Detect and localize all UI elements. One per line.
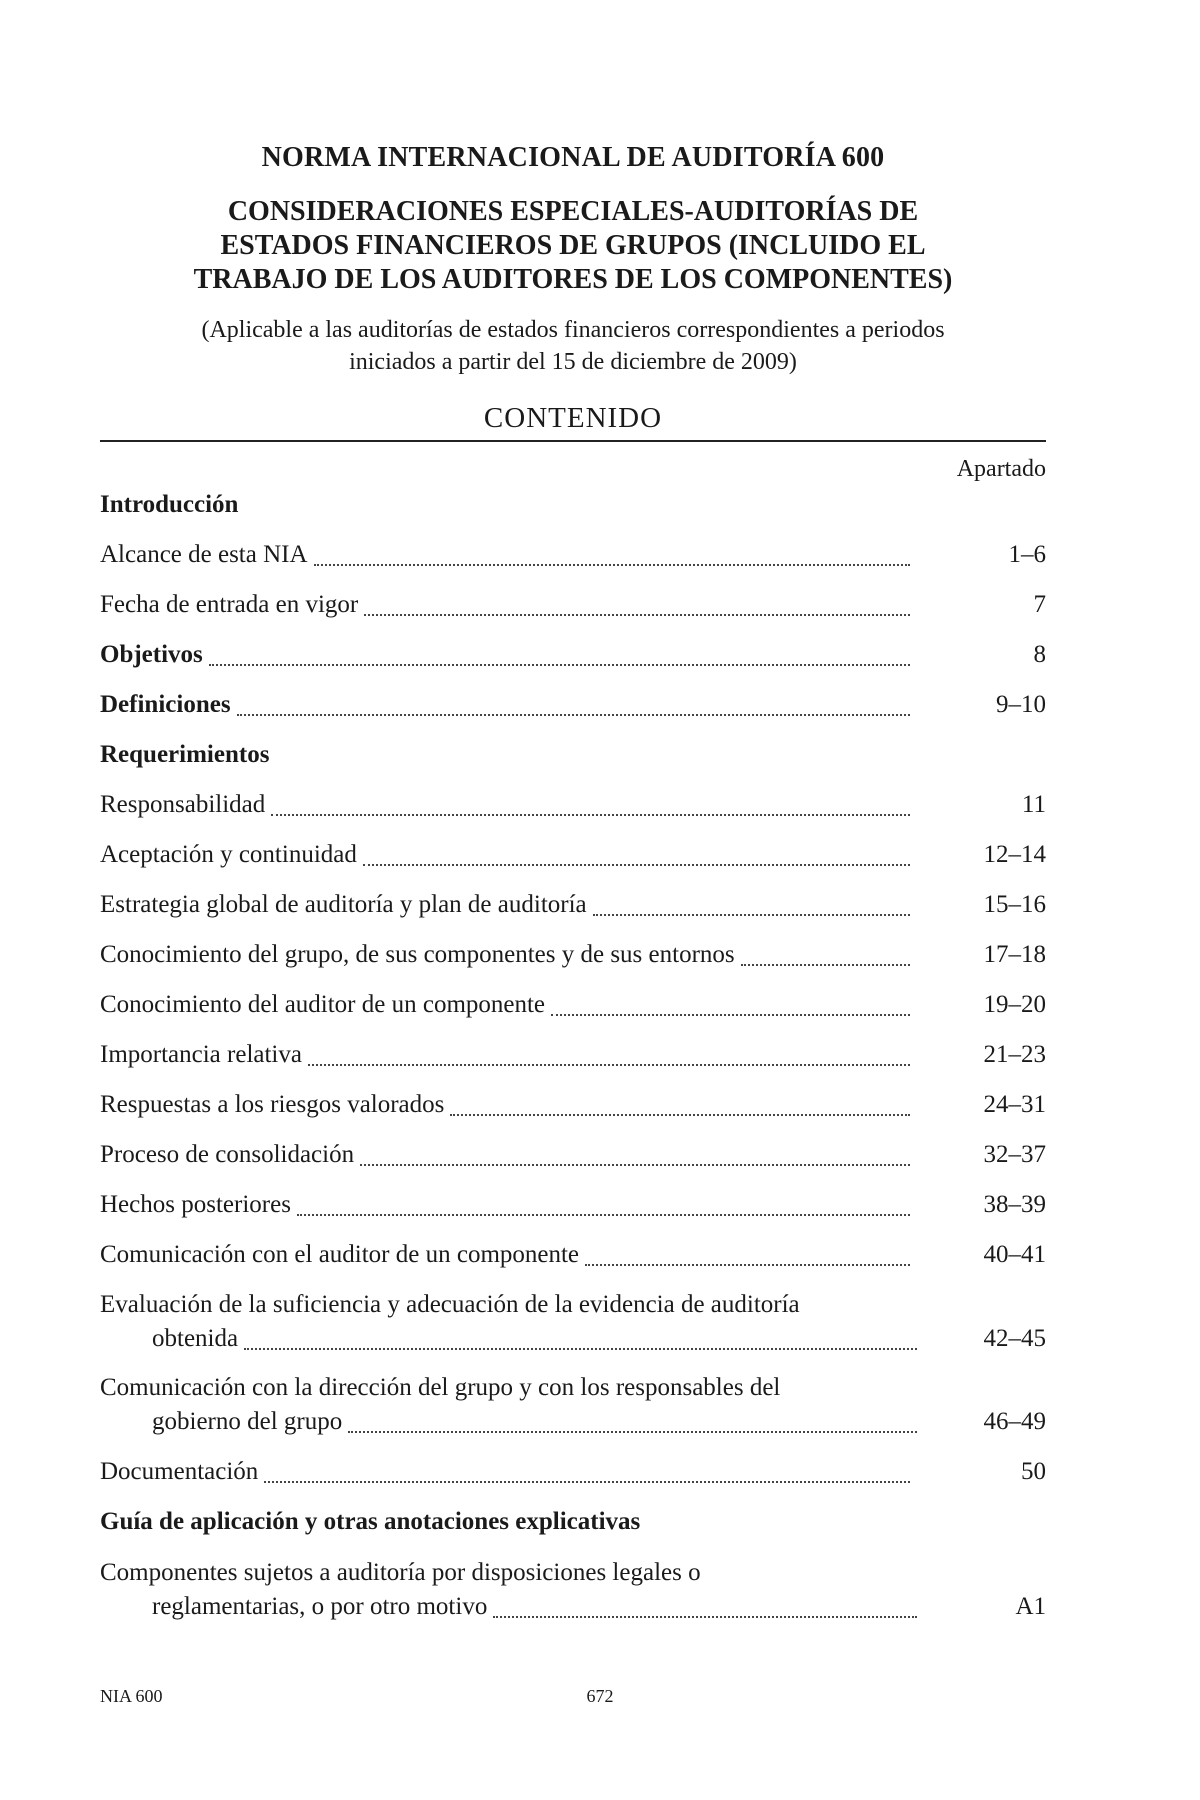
leader-dots: [244, 1347, 917, 1350]
toc-entry-fecha: [100, 588, 1046, 622]
toc-label: Objetivos: [100, 641, 203, 668]
toc-entry-comunicacion-direccion: [100, 1371, 1046, 1439]
toc-heading-introduccion: [100, 488, 1046, 522]
applicability-line: iniciados a partir del 15 de diciembre de 2009): [349, 349, 797, 375]
toc-ref: 12–14: [983, 841, 1046, 868]
toc-label: Fecha de entrada en vigor: [100, 591, 359, 618]
toc-label: Documentación: [100, 1458, 259, 1485]
leader-dots: [348, 1430, 917, 1433]
toc-label-line2: gobierno del grupo: [152, 1408, 343, 1435]
toc-entry-conocimiento-grupo: [100, 938, 1046, 972]
leader-dots: [209, 663, 910, 666]
document-title: NORMA INTERNACIONAL DE AUDITORÍA 600: [261, 142, 885, 173]
toc-entry-conocimiento-auditor: [100, 988, 1046, 1022]
leader-dots: [741, 963, 910, 966]
toc-heading-requerimientos: [100, 738, 1046, 772]
leader-dots: [450, 1113, 910, 1116]
toc-entry-objetivos: [100, 638, 1046, 672]
toc-label: Definiciones: [100, 691, 231, 718]
toc-ref: 9–10: [996, 691, 1046, 718]
leader-dots: [314, 563, 910, 566]
toc-label: Alcance de esta NIA: [100, 541, 308, 568]
toc-label: Respuestas a los riesgos valorados: [100, 1091, 445, 1118]
toc-label: Aceptación y continuidad: [100, 841, 357, 868]
toc-heading-guia: [100, 1505, 1046, 1539]
toc-heading-label: Guía de aplicación y otras anotaciones explicativas: [100, 1508, 641, 1535]
toc-label: Importancia relativa: [100, 1041, 302, 1068]
toc-ref: 17–18: [983, 941, 1046, 968]
toc-ref: 42–45: [983, 1325, 1046, 1352]
document-subtitle: [100, 195, 1046, 297]
toc-entry-evaluacion: [100, 1288, 1046, 1356]
toc-label: Estrategia global de auditoría y plan de auditoría: [100, 891, 587, 918]
subtitle-line: ESTADOS FINANCIEROS DE GRUPOS (INCLUIDO EL: [220, 230, 926, 261]
toc-label-line1: Comunicación con la dirección del grupo y con los responsables del: [100, 1374, 781, 1401]
toc-heading-label: Requerimientos: [100, 741, 270, 768]
leader-dots: [551, 1013, 910, 1016]
toc-ref: 19–20: [983, 991, 1046, 1018]
applicability-line: (Aplicable a las auditorías de estados financieros correspondientes a periodos: [201, 317, 945, 343]
toc-ref: A1: [1015, 1593, 1046, 1620]
toc-ref: 11: [1021, 791, 1046, 818]
leader-dots: [363, 863, 910, 866]
leader-dots: [360, 1163, 910, 1166]
toc-entry-importancia: [100, 1038, 1046, 1072]
page-number: 672: [586, 1686, 614, 1706]
toc-label: Comunicación con el auditor de un componente: [100, 1241, 580, 1268]
toc-entry-hechos: [100, 1188, 1046, 1222]
contents-heading: CONTENIDO: [483, 402, 663, 434]
toc-entry-documentacion: [100, 1455, 1046, 1489]
toc-ref: 40–41: [983, 1241, 1046, 1268]
footer-standard-label: NIA 600: [100, 1686, 163, 1706]
toc-ref: 15–16: [983, 891, 1046, 918]
document-page: [100, 0, 1046, 1800]
toc-ref: 1–6: [1008, 541, 1046, 568]
divider: [100, 440, 1046, 442]
toc-label: Hechos posteriores: [100, 1191, 291, 1218]
subtitle-line: CONSIDERACIONES ESPECIALES-AUDITORÍAS DE: [227, 196, 919, 227]
toc-entry-comunicacion-auditor: [100, 1238, 1046, 1272]
toc-entry-responsabilidad: [100, 788, 1046, 822]
leader-dots: [364, 613, 910, 616]
toc-ref: 8: [1033, 641, 1046, 668]
leader-dots: [271, 813, 910, 816]
leader-dots: [308, 1063, 910, 1066]
toc-label-line1: Evaluación de la suficiencia y adecuación de la evidencia de auditoría: [100, 1291, 800, 1318]
leader-dots: [493, 1615, 917, 1618]
toc-label: Proceso de consolidación: [100, 1141, 355, 1168]
leader-dots: [297, 1213, 910, 1216]
leader-dots: [264, 1480, 910, 1483]
toc-entry-componentes: [100, 1556, 1046, 1624]
toc-ref: 38–39: [983, 1191, 1046, 1218]
toc-ref: 50: [1021, 1458, 1046, 1485]
toc-entry-definiciones: [100, 688, 1046, 722]
toc-entry-alcance: [100, 538, 1046, 572]
toc-ref: 24–31: [983, 1091, 1046, 1118]
toc-entry-aceptacion: [100, 838, 1046, 872]
toc-heading-label: Introducción: [100, 491, 239, 518]
subtitle-line: TRABAJO DE LOS AUDITORES DE LOS COMPONENTES): [193, 264, 953, 295]
leader-dots: [237, 713, 910, 716]
applicability-note: [100, 314, 1046, 378]
toc-ref: 21–23: [983, 1041, 1046, 1068]
toc-entry-estrategia: [100, 888, 1046, 922]
toc-label: Responsabilidad: [100, 791, 266, 818]
toc-ref: 46–49: [983, 1408, 1046, 1435]
toc-label: Conocimiento del grupo, de sus componentes y de sus entornos: [100, 941, 735, 968]
column-header: Apartado: [956, 456, 1046, 482]
toc-label: Conocimiento del auditor de un componente: [100, 991, 546, 1018]
toc-entry-consolidacion: [100, 1138, 1046, 1172]
toc-ref: 32–37: [983, 1141, 1046, 1168]
toc-label-line2: reglamentarias, o por otro motivo: [152, 1593, 488, 1620]
toc-label-line2: obtenida: [152, 1325, 239, 1352]
leader-dots: [585, 1263, 910, 1266]
toc-ref: 7: [1033, 591, 1046, 618]
toc-label-line1: Componentes sujetos a auditoría por disposiciones legales o: [100, 1559, 701, 1586]
leader-dots: [593, 913, 910, 916]
toc-entry-respuestas: [100, 1088, 1046, 1122]
